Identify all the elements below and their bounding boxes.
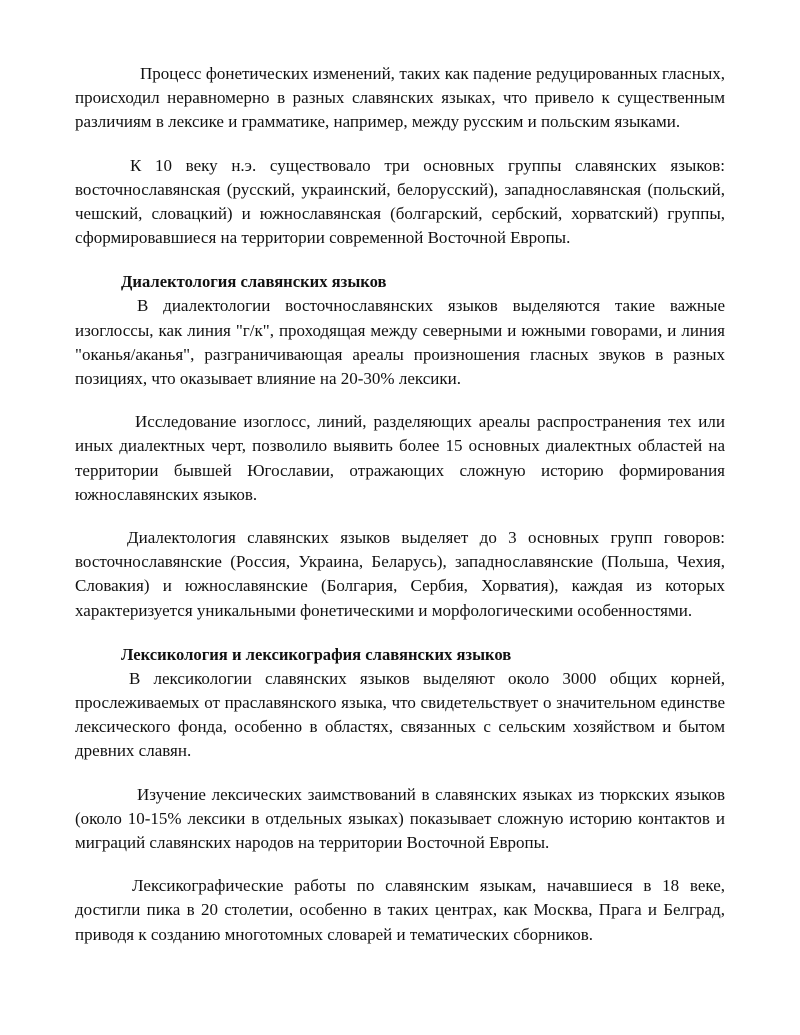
paragraph-dialect-groups: Диалектология славянских языков выделяет до 3 основных групп говоров: восточнославянские (Россия, Украина, Беларусь), западнославянские (Польша, Чехия, Словакия) и южнославянские (Болгария, Сербия, Хорватия), каждая из которых характеризуется уникальными фонетическими и морфологическими особенностями. xyxy=(75,528,725,620)
heading-dialectology: Диалектология славянских языков xyxy=(121,272,387,292)
paragraph-yugoslavia-dialects: Исследование изоглосс, линий, разделяющих ареалы распространения тех или иных диалектных черт, позволило выявить более 15 основных диалектных областей на территории бывшей Югославии, отражающих сложную историю формирования южнославянских языков. xyxy=(75,412,725,504)
paragraph-turkic-borrowings: Изучение лексических заимствований в славянских языках из тюркских языков (около 10-15% лексики в отдельных языках) показывает сложную историю контактов и миграций славянских народов на территории Восточной Европы. xyxy=(75,784,725,853)
paragraph-common-roots: В лексикологии славянских языков выделяют около 3000 общих корней, прослеживаемых от праславянского языка, что свидетельствует о значительном единстве лексического фонда, особенно в областях, связанных с сельским хозяйством и бытом древних славян. xyxy=(75,668,725,761)
heading-lexicology: Лексикология и лексикография славянских языков xyxy=(121,644,512,664)
paragraph-phonetic-changes: Процесс фонетических изменений, таких как падение редуцированных гласных, происходил неравномерно в разных славянских языках, что привело к существенным различиям в лексике и грамматике, например, между русским и польским языками. xyxy=(75,64,725,132)
document-page xyxy=(75,62,725,947)
paragraph-lexicography: Лексикографические работы по славянским языкам, начавшиеся в 18 веке, достигли пика в 20 столетии, особенно в таких центрах, как Москва, Прага и Белград, приводя к созданию многотомных словарей и тематических сборников. xyxy=(75,876,725,944)
paragraph-isoglosses: В диалектологии восточнославянских языков выделяются такие важные изоглоссы, как линия "г/к", проходящая между северными и южными говорами, и линия "оканья/аканья", разграничивающая ареалы произношения гласных звуков в разных позициях, что оказывает влияние на 20-30% лексики. xyxy=(75,296,725,389)
paragraph-language-groups: К 10 веку н.э. существовало три основных группы славянских языков: восточнославянская (русский, украинский, белорусский), западнославянская (польский, чешский, словацкий) и южнославянская (болгарский, сербский, хорватский) группы, сформировавшиеся на территории современной Восточной Европы. xyxy=(75,155,725,248)
